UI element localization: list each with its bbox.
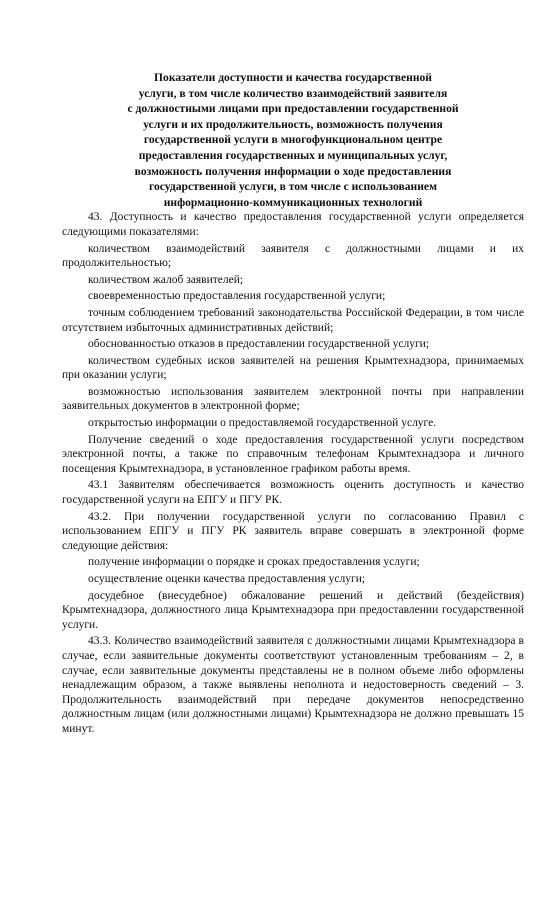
heading-line: предоставления государственных и муниципальных услуг, [138, 148, 448, 162]
list-item: обоснованностью отказов в предоставлении государственной услуги; [88, 338, 430, 351]
section-heading [66, 70, 520, 210]
list-item: количеством судебных исков заявителей на решения Крымтехнадзора, принимаемых при оказании услуги; [62, 354, 524, 382]
list-item: досудебное (внесудебное) обжалование решений и действий (бездействия) Крымтехнадзора, должностного лица Крымтехнадзора при предоставлении государственной услуги. [62, 589, 524, 631]
list-item: количеством жалоб заявителей; [88, 273, 244, 286]
document-page [62, 70, 524, 739]
list-item: осуществление оценки качества предоставления услуги; [88, 573, 366, 585]
heading-line: услуги, в том числе количество взаимодействий заявителя [138, 86, 448, 100]
heading-line: с должностными лицами при предоставлении государственной [127, 102, 459, 116]
document-body [62, 210, 524, 737]
heading-line: информационно-коммуникационных технологий [163, 195, 423, 209]
heading-line: услуги и их продолжительность, возможность получения [143, 117, 443, 131]
list-item: получение информации о порядке и сроках предоставления услуги; [88, 556, 420, 569]
heading-line: Показатели доступности и качества государственной [154, 71, 432, 84]
paragraph-status-info: Получение сведений о ходе предоставления государственной услуги посредством электронной почты, а также по справочным телефонам Крымтехнадзора и личного посещения Крымтехнадзора, в установленное графиком работы время. [62, 433, 524, 475]
heading-line: государственной услуги в многофункциональном центре [143, 133, 443, 147]
list-item: количеством взаимодействий заявителя с должностными лицами и их продолжительностью; [62, 242, 524, 270]
paragraph-43-1: 43.1 Заявителям обеспечивается возможность оценить доступность и качество государственной услуги на ЕПГУ и ПГУ РК. [62, 479, 524, 507]
heading-line: возможность получения информации о ходе предоставления [134, 164, 452, 178]
paragraph-43-2: 43.2. При получении государственной услуги по согласованию Правил с использованием ЕПГУ и ПГУ РК заявитель вправе совершать в электронной форме следующие действия: [62, 510, 524, 552]
paragraph-43-3: 43.3. Количество взаимодействий заявителя с должностными лицами Крымтехнадзора в случае, если заявительные документы соответствуют установленным требованиям – 2, в случае, если заявительные документы представлены не в полном объеме либо оформлены ненадлежащим образом, а также выявлены неполнота и недостоверность сведений – 3. Продолжительность взаимодействий при передаче документов непосредственно должностным лицам (или должностными лицами) Крымтехнадзора не должно превышать 15 минут. [62, 635, 524, 735]
list-item: своевременностью предоставления государственной услуги; [88, 290, 386, 303]
list-item: точным соблюдением требований законодательства Российской Федерации, в том числе отсутствием избыточных административных действий; [62, 306, 524, 334]
paragraph-43: 43. Доступность и качество предоставления государственной услуги определяется следующими показателями: [62, 211, 524, 238]
list-item: возможностью использования заявителем электронной почты при направлении заявительных документов в электронной форме; [62, 385, 524, 413]
heading-line: государственной услуги, в том числе с использованием [149, 180, 437, 194]
list-item: открытостью информации о предоставляемой государственной услуге. [88, 417, 437, 430]
